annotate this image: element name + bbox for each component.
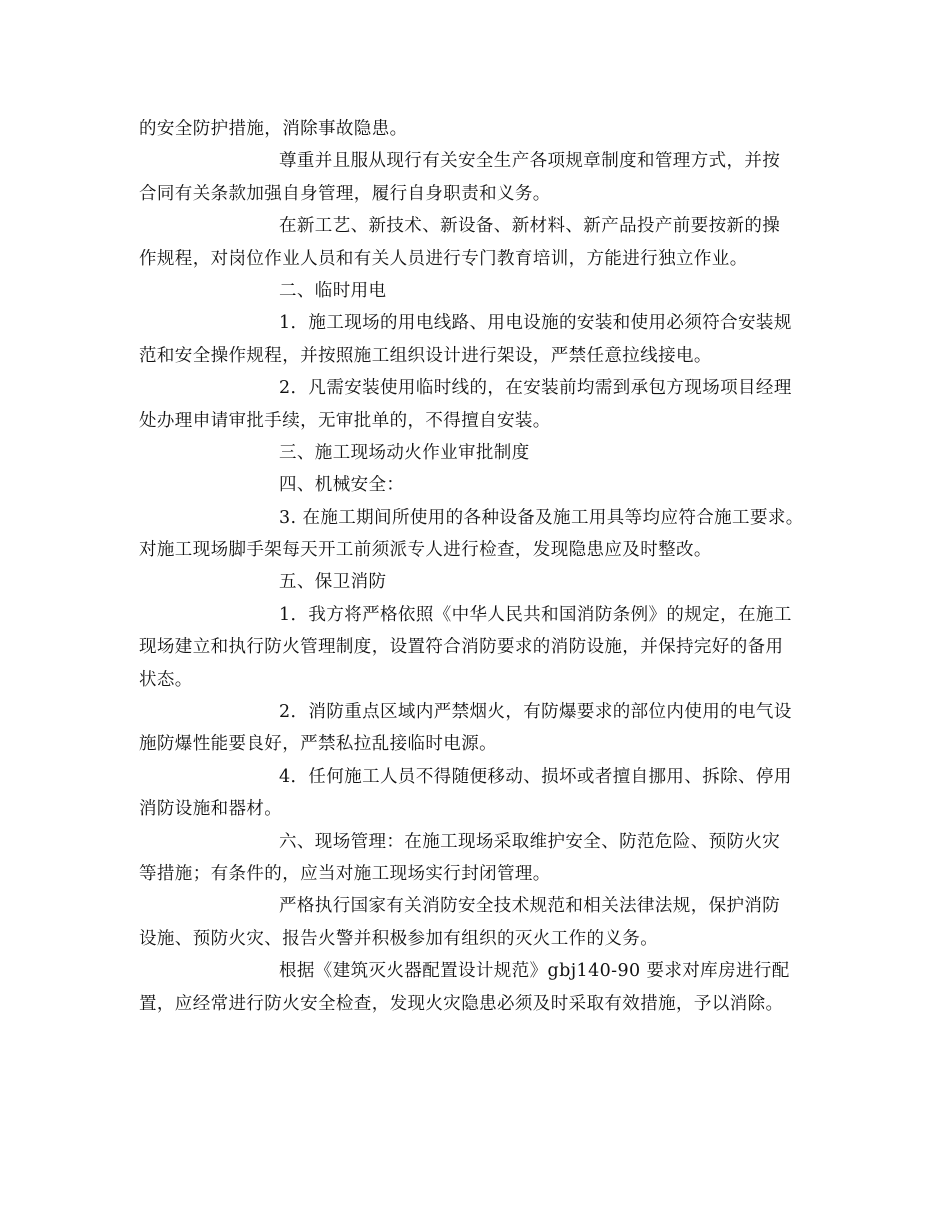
text-line: 六、现场管理：在施工现场采取维护安全、防范危险、预防火灾 xyxy=(279,831,781,852)
text-line: 严格执行国家有关消防安全技术规范和相关法律法规，保护消防 xyxy=(279,896,781,917)
text-line: 设施、预防火灾、报告火警并积极参加有组织的灭火工作的义务。 xyxy=(139,928,659,949)
text-line: 根据《建筑灭火器配置设计规范》gbj140-90 要求对库房进行配 xyxy=(279,961,790,982)
text-line: 四、机械安全： xyxy=(279,475,405,496)
text-line: 的安全防护措施，消除事故隐患。 xyxy=(139,119,408,139)
text-line: 1．我方将严格依照《中华人民共和国消防条例》的规定，在施工 xyxy=(279,604,792,625)
text-line: 现场建立和执行防火管理制度，设置符合消防要求的消防设施，并保持完好的备用 xyxy=(139,637,784,658)
text-line: 置，应经常进行防火安全检查，发现火灾隐患必须及时采取有效措施，予以消除。 xyxy=(139,993,784,1014)
text-line: 作规程，对岗位作业人员和有关人员进行专门教育培训，方能进行独立作业。 xyxy=(139,248,748,269)
text-line: 处办理申请审批手续，无审批单的，不得擅自安装。 xyxy=(139,410,551,431)
text-line: 施防爆性能要良好，严禁私拉乱接临时电源。 xyxy=(139,734,497,755)
text-line: 消防设施和器材。 xyxy=(139,799,283,820)
text-line: 在新工艺、新技术、新设备、新材料、新产品投产前要按新的操 xyxy=(279,216,781,237)
text-line: 2．凡需安装使用临时线的，在安装前均需到承包方现场项目经理 xyxy=(279,378,792,399)
text-line: 3. 在施工期间所使用的各种设备及施工用具等均应符合施工要求。 xyxy=(279,507,804,528)
text-line: 二、临时用电 xyxy=(279,280,387,301)
text-line: 状态。 xyxy=(139,669,193,690)
text-line: 等措施；有条件的，应当对施工现场实行封闭管理。 xyxy=(139,863,551,884)
text-line: 合同有关条款加强自身管理，履行自身职责和义务。 xyxy=(139,183,551,204)
document-body xyxy=(139,113,829,1020)
text-line: 1．施工现场的用电线路、用电设施的安装和使用必须符合安装规 xyxy=(279,313,792,334)
text-line: 范和安全操作规程，并按照施工组织设计进行架设，严禁任意拉线接电。 xyxy=(139,345,712,366)
text-line: 尊重并且服从现行有关安全生产各项规章制度和管理方式，并按 xyxy=(279,151,781,172)
text-line: 2．消防重点区域内严禁烟火，有防爆要求的部位内使用的电气设 xyxy=(279,702,792,723)
text-line: 三、施工现场动火作业审批制度 xyxy=(279,442,530,463)
text-line: 对施工现场脚手架每天开工前须派专人进行检查，发现隐患应及时整改。 xyxy=(139,540,712,561)
text-line: 五、保卫消防 xyxy=(279,572,387,593)
text-line: 4．任何施工人员不得随便移动、损坏或者擅自挪用、拆除、停用 xyxy=(279,766,792,787)
